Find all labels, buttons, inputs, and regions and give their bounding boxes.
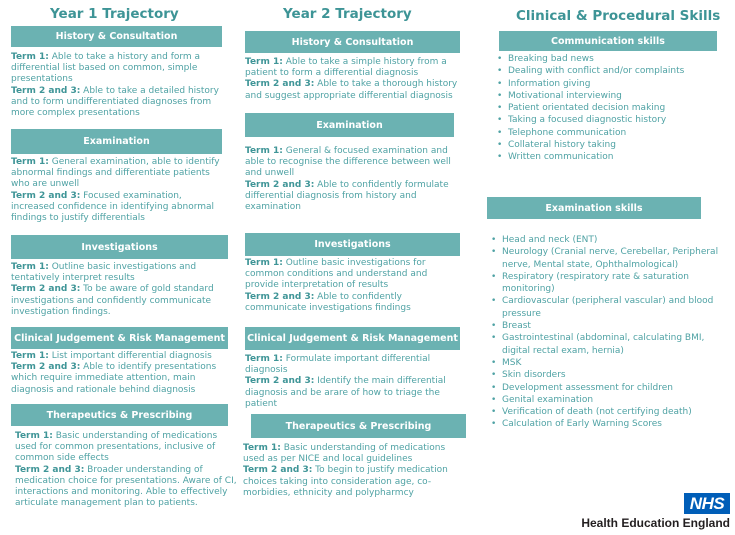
term23-text: Able to identify presentations which require immediate attention, main diagnosis and rationale behind diagnosis — [11, 362, 217, 395]
term23-text: Broader understanding of medication choice for presentations. Aware of CI, interactions and monitoring. Able to effectively articulate management plan to patients. — [15, 464, 237, 509]
year1-investigations-heading: Investigations — [11, 235, 228, 259]
term23-text: Able to take a detailed history and to form undifferentiated diagnoses from more complex presentations — [11, 85, 219, 119]
skill-list-item: • Information giving — [497, 78, 722, 90]
term1-label: Term 1: — [11, 157, 49, 167]
year1-judgement-text — [11, 351, 228, 401]
year1-history-heading: History & Consultation — [11, 26, 222, 47]
term23-text: Able to confidently communicate investigations findings — [245, 291, 411, 313]
term23-text: To begin to justify medication choices taking into consideration age, co-morbidies, ethnicity and polypharmcy — [243, 465, 448, 498]
term23-label: Term 2 and 3: — [245, 79, 315, 90]
skill-list-item: • Genital examination — [491, 394, 727, 406]
communication-skills-heading: Communication skills — [499, 31, 717, 51]
year2-title: Year 2 Trajectory — [283, 6, 412, 22]
skill-list-item: • Calculation of Early Warning Scores — [491, 418, 727, 430]
skill-list-item: • Collateral history taking — [497, 139, 722, 151]
year2-history-heading: History & Consultation — [245, 31, 460, 53]
term1-label: Term 1: — [245, 258, 283, 268]
skill-list-item: • Development assessment for children — [491, 382, 727, 394]
year1-history-text — [11, 52, 223, 126]
term1-text: General examination, able to identify abnormal findings and differentiate patients who are unwell — [11, 157, 220, 190]
term23-label: Term 2 and 3: — [11, 85, 81, 96]
year2-examination-heading: Examination — [245, 113, 454, 137]
term1-text: Able to take a simple history from a patient to form a differential diagnosis — [245, 57, 447, 79]
skill-list-item: • Taking a focused diagnostic history — [497, 114, 722, 126]
year1-title: Year 1 Trajectory — [50, 6, 179, 22]
term1-text: General & focused examination and able to recognise the difference between well and unwell — [245, 146, 451, 179]
skill-list-item: • Motivational interviewing — [497, 90, 722, 102]
year2-examination-text — [245, 146, 457, 222]
year2-therapeutics-heading: Therapeutics & Prescribing — [251, 414, 466, 438]
year2-judgement-text — [245, 354, 460, 414]
term23-text: Able to confidently formulate differential diagnosis from history and examination — [245, 179, 449, 213]
year2-investigations-text — [245, 258, 460, 322]
term23-label: Term 2 and 3: — [245, 376, 315, 387]
year1-investigations-text — [11, 262, 228, 324]
skill-list-item: • Cardiovascular (peripheral vascular) and blood pressure — [491, 295, 727, 320]
term23-label: Term 2 and 3: — [245, 179, 315, 190]
skill-list-item: • Dealing with conflict and/or complaints — [497, 65, 722, 77]
skill-list-item: • Breast — [491, 320, 727, 332]
year2-therapeutics-text — [243, 443, 463, 505]
year2-judgement-heading: Clinical Judgement & Risk Management — [245, 327, 460, 350]
term1-label: Term 1: — [243, 443, 281, 453]
term23-label: Term 2 and 3: — [11, 362, 81, 373]
examination-skills-heading: Examination skills — [487, 197, 701, 219]
year2-history-text — [245, 57, 462, 107]
skill-list-item: • Patient orientated decision making — [497, 102, 722, 114]
year1-therapeutics-text — [11, 431, 245, 519]
skills-title: Clinical & Procedural Skills — [516, 8, 721, 24]
term23-text: Able to take a thorough history and suggest appropriate differential diagnosis — [245, 79, 458, 101]
term1-label: Term 1: — [15, 431, 53, 441]
term23-label: Term 2 and 3: — [245, 291, 315, 302]
communication-skills-list — [497, 53, 722, 164]
year1-judgement-heading: Clinical Judgement & Risk Management — [11, 327, 228, 349]
term1-label: Term 1: — [11, 262, 49, 272]
nhs-logo: NHS — [684, 493, 730, 514]
term1-label: Term 1: — [11, 351, 49, 361]
health-education-england-label: Health Education England — [581, 516, 730, 530]
term1-text: Formulate important differential diagnosis — [245, 354, 431, 376]
skill-list-item: • Telephone communication — [497, 127, 722, 139]
term1-label: Term 1: — [245, 57, 283, 67]
skill-list-item: • Verification of death (not certifying death) — [491, 406, 727, 418]
term1-text: List important differential diagnosis — [48, 351, 212, 361]
term1-text: Outline basic investigations and tentatively interpret results — [11, 262, 197, 284]
term23-label: Term 2 and 3: — [11, 190, 81, 201]
skill-list-item: • MSK — [491, 357, 727, 369]
term1-text: Able to take a history and form a differential list based on common, simple presentations — [11, 52, 201, 85]
year1-therapeutics-heading: Therapeutics & Prescribing — [11, 404, 228, 426]
term1-label: Term 1: — [245, 354, 283, 364]
skill-list-item: • Gastrointestinal (abdominal, calculating BMI, digital rectal exam, hernia) — [491, 332, 727, 357]
skill-list-item: • Head and neck (ENT) — [491, 234, 727, 246]
term1-text: Outline basic investigations for common conditions and understand and provide interpretation of results — [245, 258, 428, 291]
term23-text: To be aware of gold standard investigations and confidently communicate investigation findings. — [11, 284, 214, 317]
year2-investigations-heading: Investigations — [245, 233, 460, 256]
term23-text: Focused examination, increased confidence in identifying abnormal findings to justify differentials — [11, 190, 215, 224]
skill-list-item: • Neurology (Cranial nerve, Cerebellar, Peripheral nerve, Mental state, Ophthalmological) — [491, 246, 727, 271]
skill-list-item: • Breaking bad news — [497, 53, 722, 65]
term1-text: Basic understanding of medications used as per NICE and local guidelines — [243, 443, 446, 465]
term1-text: Basic understanding of medications used for common presentations, inclusive of common side effects — [15, 431, 218, 464]
term1-label: Term 1: — [245, 146, 283, 156]
examination-skills-list — [491, 234, 727, 431]
skill-list-item: • Written communication — [497, 151, 722, 163]
term23-label: Term 2 and 3: — [15, 464, 85, 475]
year1-examination-text — [11, 157, 223, 233]
term1-label: Term 1: — [11, 52, 49, 62]
skill-list-item: • Respiratory (respiratory rate & saturation monitoring) — [491, 271, 727, 296]
skill-list-item: • Skin disorders — [491, 369, 727, 381]
term23-text: Identify the main differential diagnosis and be arare of how to triage the patient — [245, 376, 446, 409]
year1-examination-heading: Examination — [11, 129, 222, 154]
term23-label: Term 2 and 3: — [243, 465, 313, 476]
term23-label: Term 2 and 3: — [11, 284, 81, 295]
